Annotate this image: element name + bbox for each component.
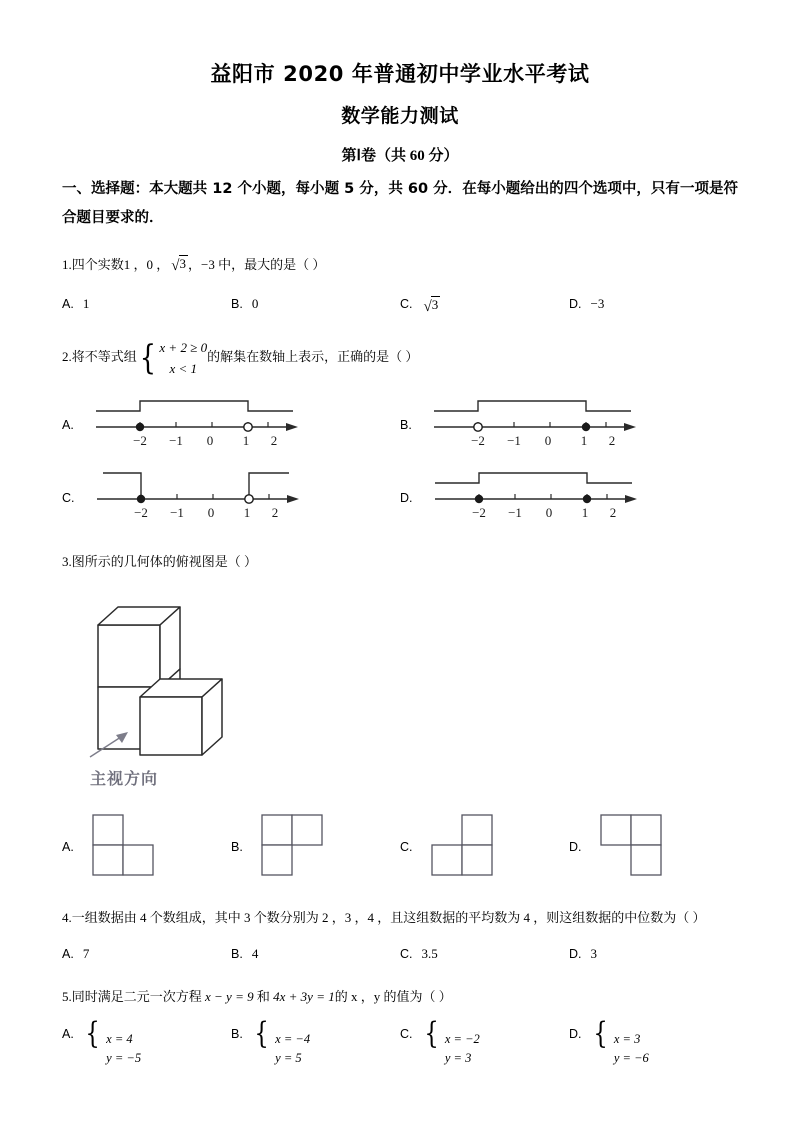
option-d-label: D. <box>569 840 582 855</box>
sqrt-3-inline: √3 <box>171 256 186 275</box>
svg-text:−2: −2 <box>133 505 148 521</box>
question-3-options <box>62 809 738 888</box>
question-4-stem <box>62 906 738 931</box>
equation-1: x − y = 9 <box>205 988 254 1004</box>
question-5-stem <box>62 985 738 1010</box>
question-4 <box>62 906 738 967</box>
left-brace-icon: { <box>139 337 156 378</box>
left-brace-icon: { <box>85 1015 100 1051</box>
question-2-options-row-2 <box>62 465 738 532</box>
question-3 <box>62 550 738 887</box>
question-1-options <box>62 292 738 321</box>
option-c[interactable] <box>400 292 569 321</box>
option-a[interactable] <box>62 1015 231 1069</box>
svg-text:0: 0 <box>544 432 552 448</box>
option-c-value: 3.5 <box>421 946 438 962</box>
svg-text:−2: −2 <box>132 432 147 448</box>
question-5 <box>62 985 738 1068</box>
option-c-x: x = −2 <box>444 1031 480 1046</box>
top-view-figure-d <box>591 809 671 888</box>
option-d-y: y = −6 <box>613 1051 649 1065</box>
option-b-value: 4 <box>251 946 259 962</box>
option-b[interactable] <box>231 292 400 321</box>
option-b-x: x = −4 <box>275 1031 311 1046</box>
svg-text:1: 1 <box>581 505 588 521</box>
svg-text:0: 0 <box>545 505 552 521</box>
option-b[interactable] <box>231 809 400 888</box>
question-1-stem-mid: ，−3 中，最大的是（ ） <box>188 257 326 273</box>
question-3-stem-text: 图所示的几何体的俯视图是（ ） <box>71 554 258 570</box>
option-b-label: B. <box>231 1026 243 1041</box>
number-line-figure-a <box>88 393 303 460</box>
option-c[interactable] <box>400 1015 569 1069</box>
option-a-label: A. <box>62 947 74 962</box>
option-c-label: C. <box>400 840 413 855</box>
option-d-label: D. <box>569 1026 582 1041</box>
option-a-label: A. <box>62 1026 74 1041</box>
option-d[interactable] <box>569 1015 738 1069</box>
option-b[interactable] <box>400 393 738 460</box>
svg-text:2: 2 <box>609 505 616 521</box>
option-a-value: 7 <box>82 946 90 962</box>
option-d[interactable] <box>569 942 738 967</box>
section-instruction: 一、选择题：本大题共 12 个小题，每小题 5 分，共 60 分．在每小题给出的四个选项中，只有一项是符合题目要求的． <box>62 181 738 227</box>
question-4-number: 4. <box>62 909 72 925</box>
option-c[interactable] <box>400 809 569 888</box>
option-a-label: A. <box>62 296 74 311</box>
option-b-y: y = 5 <box>275 1051 302 1065</box>
svg-text:2: 2 <box>271 505 278 521</box>
top-view-figure-c <box>422 809 502 888</box>
option-a-label: A. <box>62 418 74 433</box>
page-subtitle: 数学能力测试 <box>341 105 459 128</box>
option-c-value <box>422 292 441 321</box>
question-1 <box>62 251 738 320</box>
question-5-conjunction: 和 <box>256 988 270 1004</box>
option-d-value: 3 <box>590 946 597 962</box>
svg-text:1: 1 <box>242 432 250 448</box>
svg-text:−1: −1 <box>168 432 183 448</box>
option-a-y: y = −5 <box>106 1051 142 1065</box>
question-4-stem-text: 一组数据由 4 个数组成，其中 3 个数分别为 2 ，3 ，4 ，且这组数据的平均数为 4 ，则这组数据的中位数为（ ） <box>71 909 706 925</box>
question-4-options <box>62 942 738 967</box>
option-a-system <box>83 1015 142 1069</box>
figure-caption: 主视方向 <box>90 769 159 789</box>
question-2-stem-pre: 将不等式组 <box>71 349 137 365</box>
inequality-bottom: x < 1 <box>169 360 198 376</box>
question-2-stem-post: 的解集在数轴上表示，正确的是（ ） <box>207 349 419 365</box>
option-a-label: A. <box>62 840 74 855</box>
option-a[interactable] <box>62 393 400 460</box>
option-d-label: D. <box>569 947 582 962</box>
question-5-number: 5. <box>62 988 72 1004</box>
option-a-value: 1 <box>82 295 90 311</box>
option-b-label: B. <box>231 840 243 855</box>
option-a[interactable] <box>62 942 231 967</box>
top-view-figure-b <box>252 809 332 888</box>
option-a[interactable] <box>62 809 231 888</box>
option-d-label: D. <box>400 490 413 505</box>
option-d[interactable] <box>400 465 738 532</box>
option-a[interactable] <box>62 292 231 321</box>
svg-text:−1: −1 <box>169 505 184 521</box>
option-c[interactable] <box>400 942 569 967</box>
option-b-label: B. <box>231 947 243 962</box>
option-b[interactable] <box>231 1015 400 1069</box>
option-b-system <box>252 1015 311 1069</box>
option-d[interactable] <box>569 292 738 321</box>
svg-text:−1: −1 <box>507 505 522 521</box>
option-c-y: y = 3 <box>444 1051 472 1065</box>
svg-text:1: 1 <box>580 432 588 448</box>
option-c-system <box>422 1015 480 1069</box>
question-2-stem <box>62 338 738 378</box>
left-brace-icon: { <box>592 1015 608 1051</box>
number-line-figure-b <box>426 393 641 460</box>
option-b-label: B. <box>400 418 412 433</box>
option-c-label: C. <box>400 947 413 962</box>
svg-text:2: 2 <box>608 432 616 448</box>
question-1-stem-pre: 四个实数1 ，0 ， <box>71 257 170 273</box>
option-c-label: C. <box>400 1026 413 1041</box>
svg-text:−2: −2 <box>470 432 485 448</box>
question-2 <box>62 338 738 532</box>
question-5-stem-mid: 的 x ，y 的值为（ ） <box>334 988 452 1004</box>
svg-text:−2: −2 <box>471 505 486 521</box>
question-1-number: 1. <box>62 257 72 273</box>
svg-text:0: 0 <box>206 432 214 448</box>
page-title: 益阳市 2020 年普通初中学业水平考试 <box>210 62 590 86</box>
svg-text:2: 2 <box>270 432 278 448</box>
svg-text:1: 1 <box>243 505 250 521</box>
number-line-figure-c <box>89 465 304 532</box>
question-5-stem-pre: 同时满足二元一次方程 <box>71 988 202 1004</box>
left-brace-icon: { <box>254 1015 269 1051</box>
question-2-number: 2. <box>62 349 72 365</box>
question-1-stem <box>62 251 738 280</box>
option-c[interactable] <box>62 465 400 532</box>
option-d[interactable] <box>569 809 738 888</box>
option-d-value: −3 <box>590 295 605 311</box>
option-d-label: D. <box>569 296 582 311</box>
option-b-label: B. <box>231 296 243 311</box>
svg-text:0: 0 <box>207 505 214 521</box>
option-c-label: C. <box>62 490 75 505</box>
option-d-x: x = 3 <box>613 1031 641 1046</box>
number-line-figure-d <box>427 465 642 532</box>
top-view-figure-a <box>83 809 163 888</box>
question-3-stem <box>62 550 738 575</box>
option-d-system <box>591 1015 649 1069</box>
inequality-system <box>137 338 207 378</box>
equation-2: 4x + 3y = 1 <box>273 988 335 1004</box>
solid-figure <box>76 585 738 795</box>
question-2-options <box>62 393 738 532</box>
question-5-options <box>62 1015 738 1069</box>
question-3-number: 3. <box>62 554 72 570</box>
left-brace-icon: { <box>423 1015 439 1051</box>
inequality-top: x + 2 ≥ 0 <box>159 340 208 356</box>
option-b[interactable] <box>231 942 400 967</box>
sqrt-3-icon: √3 <box>423 296 439 315</box>
option-c-label: C. <box>400 296 413 311</box>
option-b-value: 0 <box>251 295 259 311</box>
svg-text:−1: −1 <box>506 432 521 448</box>
question-2-options-row-1 <box>62 393 738 460</box>
paper-part-heading: 第Ⅰ卷（共 60 分） <box>341 148 459 165</box>
option-a-x: x = 4 <box>106 1031 133 1046</box>
